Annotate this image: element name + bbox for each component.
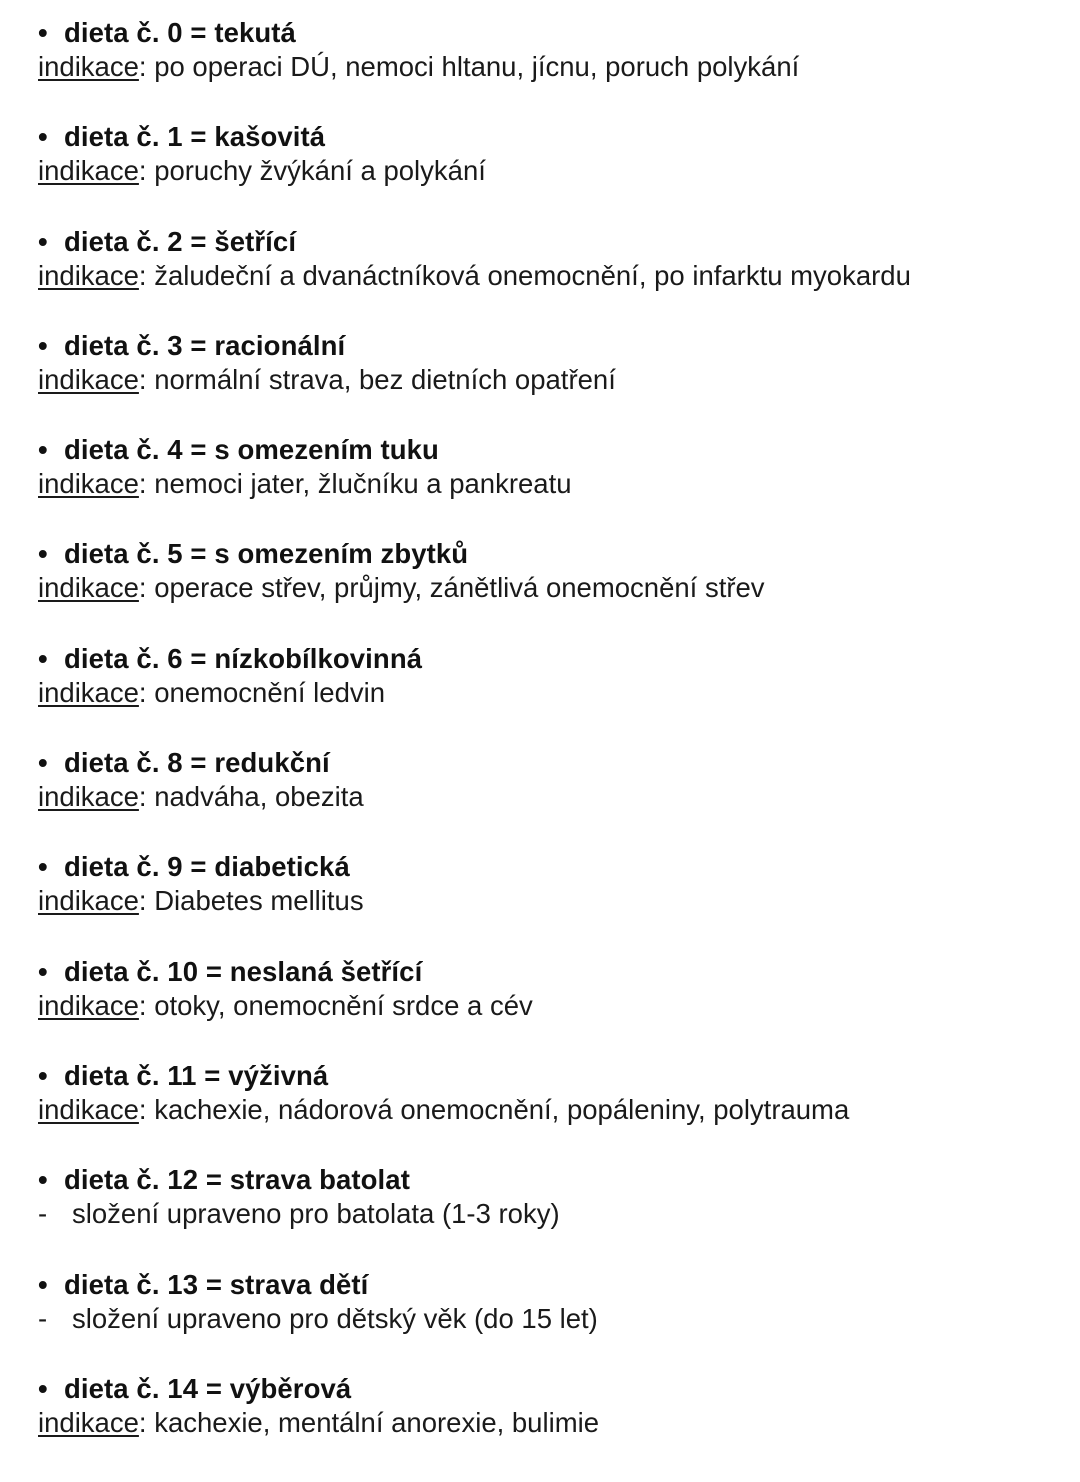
diet-title: dieta č. 8 = redukční xyxy=(64,747,330,779)
diet-detail-line xyxy=(38,780,364,814)
label-separator: : xyxy=(138,989,155,1021)
indication-text: operace střev, průjmy, zánětlivá onemocnění střev xyxy=(154,572,765,604)
diet-title-line xyxy=(38,1372,351,1406)
indication-text: otoky, onemocnění srdce a cév xyxy=(154,989,533,1021)
diet-title: dieta č. 0 = tekutá xyxy=(64,17,296,48)
indication-label: indikace xyxy=(38,572,139,604)
bullet-icon: • xyxy=(38,434,48,466)
diet-entry xyxy=(0,12,1080,116)
diet-detail-line xyxy=(38,676,385,710)
diet-detail-line xyxy=(38,154,486,188)
bullet-icon: • xyxy=(38,1164,48,1196)
diet-entry xyxy=(0,533,1080,637)
diet-entry xyxy=(0,221,1080,325)
diet-title-line xyxy=(38,850,350,884)
diet-title-line xyxy=(38,225,296,259)
diet-title: dieta č. 6 = nízkobílkovinná xyxy=(64,642,423,674)
indication-label: indikace xyxy=(38,781,139,813)
diet-entry xyxy=(0,846,1080,950)
indication-label: indikace xyxy=(38,989,139,1021)
diet-title: dieta č. 3 = racionální xyxy=(64,329,346,361)
diet-entry xyxy=(0,116,1080,220)
diet-title-line xyxy=(38,120,325,154)
indication-text: kachexie, mentální anorexie, bulimie xyxy=(154,1406,600,1438)
diet-list xyxy=(0,12,1080,1472)
diet-detail-line xyxy=(38,884,364,918)
label-separator: : xyxy=(138,155,155,187)
bullet-icon: • xyxy=(38,1372,48,1404)
label-separator: : xyxy=(138,468,155,500)
diet-title-line xyxy=(38,746,330,780)
diet-title: dieta č. 2 = šetřící xyxy=(64,225,297,257)
diet-entry xyxy=(0,1368,1080,1472)
indication-text: onemocnění ledvin xyxy=(154,676,386,708)
diet-detail-line xyxy=(38,467,572,501)
diet-title: dieta č. 10 = neslaná šetřící xyxy=(64,955,423,987)
diet-entry xyxy=(0,638,1080,742)
indication-text: složení upraveno pro batolata (1-3 roky) xyxy=(72,1198,560,1230)
indication-text: žaludeční a dvanáctníková onemocnění, po infarktu myokardu xyxy=(154,259,911,291)
dash-marker: - xyxy=(38,1198,48,1230)
diet-title-line xyxy=(38,642,422,676)
label-separator: : xyxy=(138,259,155,291)
bullet-icon: • xyxy=(38,225,48,257)
indication-text: nadváha, obezita xyxy=(154,781,364,813)
diet-title-line xyxy=(38,1163,410,1197)
bullet-icon: • xyxy=(38,955,48,987)
diet-title-line xyxy=(38,1268,368,1302)
indication-label: indikace xyxy=(38,468,139,500)
label-separator: : xyxy=(138,363,155,395)
indication-text: normální strava, bez dietních opatření xyxy=(154,363,616,395)
diet-detail-line xyxy=(38,259,911,293)
diet-title-line xyxy=(38,537,468,571)
bullet-icon: • xyxy=(38,329,48,361)
diet-detail-line xyxy=(38,1406,599,1440)
diet-entry xyxy=(0,429,1080,533)
diet-title: dieta č. 1 = kašovitá xyxy=(64,121,326,153)
bullet-icon: • xyxy=(38,1059,48,1091)
indication-text: Diabetes mellitus xyxy=(154,885,364,917)
diet-detail-line xyxy=(38,1197,560,1231)
diet-entry xyxy=(0,951,1080,1055)
indication-text: poruchy žvýkání a polykání xyxy=(154,155,486,187)
diet-detail-line xyxy=(38,363,616,397)
diet-title-line xyxy=(38,433,439,467)
indication-label: indikace xyxy=(38,1093,139,1125)
bullet-icon: • xyxy=(38,747,48,779)
bullet-icon: • xyxy=(38,538,48,570)
diet-entry xyxy=(0,1055,1080,1159)
diet-detail-line xyxy=(38,571,765,605)
indication-text: po operaci DÚ, nemoci hltanu, jícnu, poruch polykání xyxy=(154,51,800,82)
indication-text: složení upraveno pro dětský věk (do 15 let) xyxy=(72,1302,598,1334)
dash-marker: - xyxy=(38,1302,48,1334)
bullet-icon: • xyxy=(38,1268,48,1300)
label-separator: : xyxy=(138,1406,155,1438)
indication-text: kachexie, nádorová onemocnění, popáleniny, polytrauma xyxy=(154,1093,850,1125)
bullet-icon: • xyxy=(38,121,48,153)
diet-title: dieta č. 9 = diabetická xyxy=(64,851,350,883)
diet-entry xyxy=(0,742,1080,846)
indication-label: indikace xyxy=(38,1406,139,1438)
label-separator: : xyxy=(138,676,155,708)
diet-title-line xyxy=(38,1059,328,1093)
diet-entry xyxy=(0,1159,1080,1263)
bullet-icon: • xyxy=(38,17,48,48)
diet-detail-line xyxy=(38,989,533,1023)
diet-title: dieta č. 14 = výběrová xyxy=(64,1372,352,1404)
label-separator: : xyxy=(138,885,155,917)
diet-detail-line xyxy=(38,50,799,84)
label-separator: : xyxy=(138,1093,155,1125)
indication-label: indikace xyxy=(38,676,139,708)
label-separator: : xyxy=(138,51,155,82)
diet-entry xyxy=(0,1264,1080,1368)
label-separator: : xyxy=(138,781,155,813)
diet-title-line xyxy=(38,955,422,989)
diet-title: dieta č. 5 = s omezením zbytků xyxy=(64,538,469,570)
indication-label: indikace xyxy=(38,51,139,82)
label-separator: : xyxy=(138,572,155,604)
bullet-icon: • xyxy=(38,851,48,883)
indication-label: indikace xyxy=(38,363,139,395)
diet-title-line xyxy=(38,329,345,363)
indication-label: indikace xyxy=(38,155,139,187)
diet-title: dieta č. 12 = strava batolat xyxy=(64,1164,410,1196)
diet-title: dieta č. 4 = s omezením tuku xyxy=(64,434,439,466)
indication-label: indikace xyxy=(38,885,139,917)
diet-title-line xyxy=(38,16,296,50)
diet-detail-line xyxy=(38,1093,849,1127)
diet-title: dieta č. 13 = strava dětí xyxy=(64,1268,369,1300)
diet-title: dieta č. 11 = výživná xyxy=(64,1059,329,1091)
diet-entry xyxy=(0,325,1080,429)
indication-label: indikace xyxy=(38,259,139,291)
diet-detail-line xyxy=(38,1302,598,1336)
bullet-icon: • xyxy=(38,642,48,674)
indication-text: nemoci jater, žlučníku a pankreatu xyxy=(154,468,572,500)
